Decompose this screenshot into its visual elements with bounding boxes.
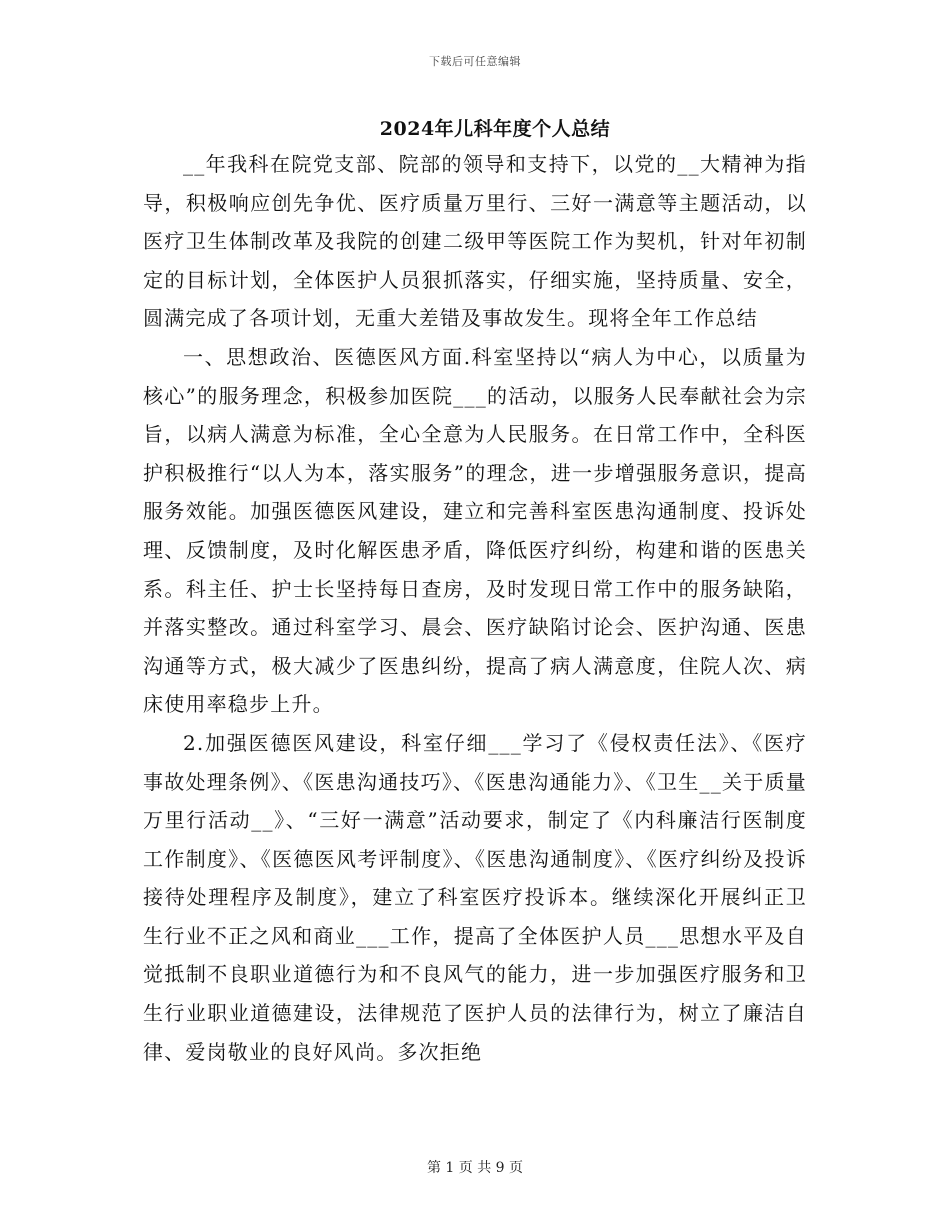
paragraph-intro: __年我科在院党支部、院部的领导和支持下，以党的__大精神为指导，积极响应创先争优、医疗质量万里行、三好一满意等主题活动，以医疗卫生体制改革及我院的创建二级甲等医院工作为契机，针对年初制定的目标计划，全体医护人员狠抓落实，仔细实施，坚持质量、安全，圆满完成了各项计划，无重大差错及事故发生。现将全年工作总结 [143, 152, 807, 331]
paragraph-section-1: 一、思想政治、医德医风方面.科室坚持以“病人为中心，以质量为核心”的服务理念，积极参加医院___的活动，以服务人民奉献社会为宗旨，以病人满意为标准，全心全意为人民服务。在日常工作中，全科医护积极推行“以人为本，落实服务”的理念，进一步增强服务意识，提高服务效能。加强医德医风建设，建立和完善科室医患沟通制度、投诉处理、反馈制度，及时化解医患矛盾，降低医疗纠纷，构建和谐的医患关系。科主任、护士长坚持每日查房，及时发现日常工作中的服务缺陷，并落实整改。通过科室学习、晨会、医疗缺陷讨论会、医护沟通、医患沟通等方式，极大减少了医患纠纷，提高了病人满意度，住院人次、病床使用率稳步上升。 [143, 344, 807, 717]
page-number-footer: 第 1 页 共 9 页 [426, 1160, 524, 1176]
document-title: 2024年儿科年度个人总结 [379, 118, 611, 140]
document-body [143, 145, 807, 1071]
page-header-caption: 下载后可任意编辑 [429, 55, 521, 68]
paragraph-section-2: 2.加强医德医风建设，科室仔细___学习了《侵权责任法》、《医疗事故处理条例》、《医患沟通技巧》、《医患沟通能力》、《卫生__关于质量万里行活动__》、“三好一满意”活动要求，制定了《内科廉洁行医制度工作制度》、《医德医风考评制度》、《医患沟通制度》、《医疗纠纷及投诉接待处理程序及制度》，建立了科室医疗投诉本。继续深化开展纠正卫生行业不正之风和商业___工作，提高了全体医护人员___思想水平及自觉抵制不良职业道德行为和不良风气的能力，进一步加强医疗服务和卫生行业职业道德建设，法律规范了医护人员的法律行为，树立了廉洁自律、爱岗敬业的良好风尚。多次拒绝 [143, 730, 807, 1064]
